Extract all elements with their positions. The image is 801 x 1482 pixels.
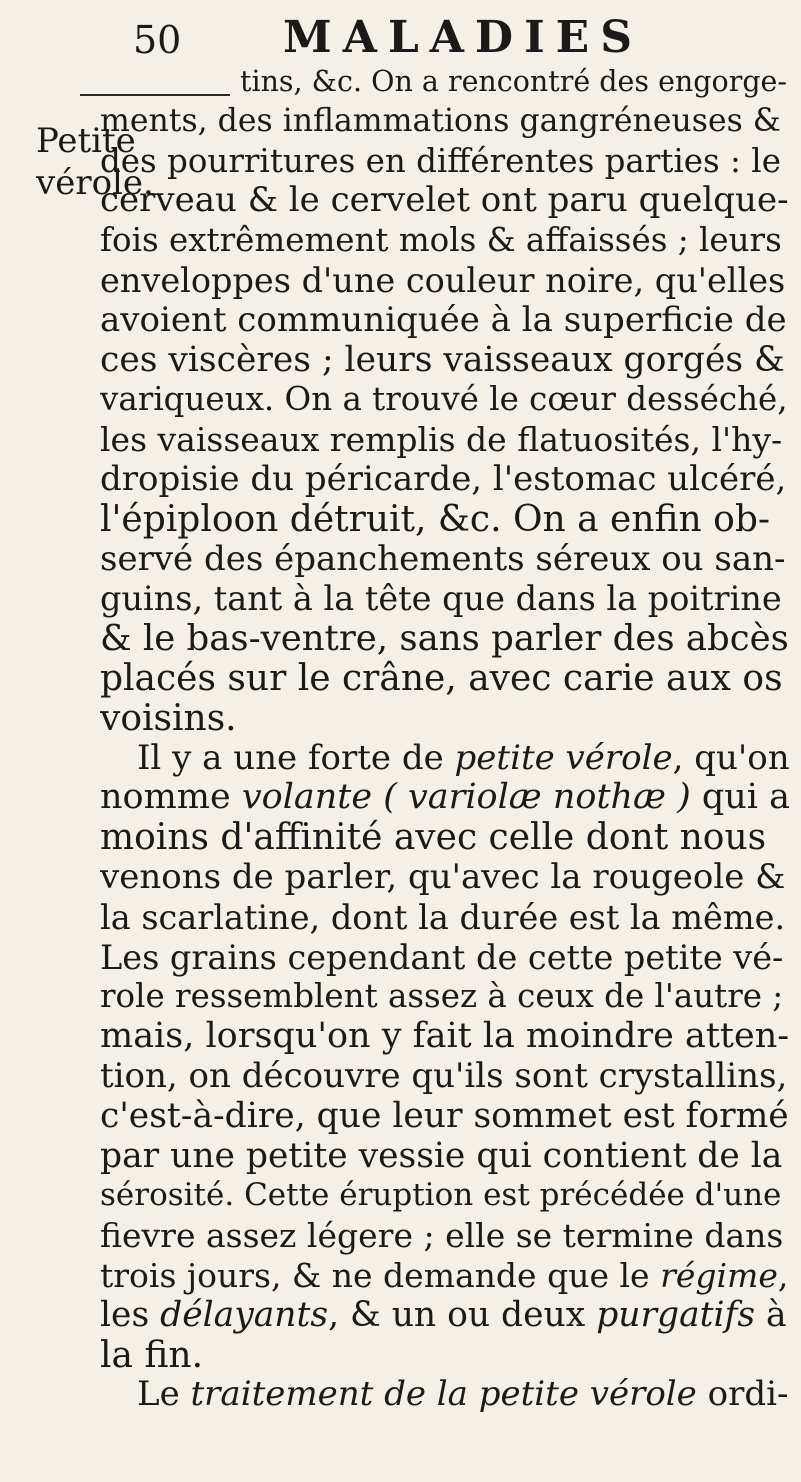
page-number: 50 <box>133 18 182 62</box>
text-line: avoient communiquée à la superficie de <box>100 300 787 340</box>
text-line <box>100 1296 790 1336</box>
text-run: ordi- <box>696 1375 789 1415</box>
text-run: trois jours, & ne demande que le <box>100 1255 661 1295</box>
text-run: à <box>755 1295 787 1335</box>
text-run: , <box>777 1255 789 1295</box>
margin-note-line: vérole. <box>36 163 154 203</box>
text-line: placés sur le crâne, avec carie aux os <box>100 658 783 699</box>
text-line <box>100 778 790 818</box>
text-line: ces viscères ; leurs vaisseaux gorgés & <box>100 340 785 380</box>
text-line: moins d'affinité avec celle dont nous <box>100 818 767 858</box>
text-line: venons de parler, qu'avec la rougeole & <box>100 857 786 897</box>
text-run: nomme <box>100 778 242 818</box>
body-text <box>100 62 790 1415</box>
text-line <box>100 1256 790 1296</box>
text-line <box>100 739 790 779</box>
text-line: cerveau & le cervelet ont paru quelque- <box>100 181 789 221</box>
text-run: les <box>100 1295 161 1335</box>
text-line: la scarlatine, dont la durée est la même. <box>100 897 786 937</box>
text-line: servé des épanchements séreux ou san- <box>100 539 786 579</box>
italic-term: volante ( variolæ nothæ ) <box>241 778 691 818</box>
text-line: guins, tant à la tête que dans la poitrine <box>100 579 782 619</box>
text-line: fois extrêmement mols & affaissés ; leurs <box>100 221 782 260</box>
text-line: l'épiploon détruit, &c. On a enfin ob- <box>100 499 771 540</box>
page-header <box>0 8 801 68</box>
italic-term: régime <box>660 1255 778 1295</box>
text-line: mais, lorsqu'on y fait la moindre atten- <box>100 1017 790 1057</box>
margin-note-line: Petite <box>36 121 136 161</box>
text-line: variqueux. On a trouvé le cœur desséché, <box>100 380 788 419</box>
text-line: les vaisseaux remplis de flatuosités, l'hy- <box>100 420 783 460</box>
text-line: voisins. <box>100 698 237 739</box>
text-run: , & un ou deux <box>328 1295 597 1335</box>
text-run: qui a <box>690 778 790 818</box>
text-line: dropisie du péricarde, l'estomac ulcéré, <box>100 459 787 499</box>
text-line: fievre assez légere ; elle se termine dans <box>100 1216 784 1256</box>
text-line: tion, on découvre qu'ils sont crystallins, <box>100 1056 788 1096</box>
italic-term: délayants <box>160 1295 329 1335</box>
text-line <box>100 1375 790 1415</box>
italic-term: traitement de la petite vérole <box>190 1375 697 1415</box>
italic-term: purgatifs <box>596 1295 756 1335</box>
text-line: ments, des inflammations gangréneuses & <box>100 102 781 139</box>
text-line: sérosité. Cette éruption est précédée d'une <box>100 1177 782 1214</box>
text-line: des pourritures en différentes parties : le <box>100 141 781 180</box>
running-title: MALADIES <box>283 12 643 63</box>
text-line: la fin. <box>100 1335 204 1376</box>
text-line: c'est-à-dire, que leur sommet est formé <box>100 1096 789 1136</box>
text-line: Les grains cependant de cette petite vé- <box>100 937 784 977</box>
text-line: par une petite vessie qui contient de la <box>100 1136 783 1176</box>
text-run: Il y a une forte de <box>137 738 455 778</box>
italic-term: petite vérole <box>454 738 673 778</box>
text-line: tins, &c. On a rencontré des engorge- <box>240 65 788 98</box>
text-line: & le bas-ventre, sans parler des abcès <box>100 619 789 659</box>
text-run: Le <box>137 1375 191 1415</box>
text-line: role ressemblent assez à ceux de l'autre ; <box>100 977 784 1016</box>
text-run: , qu'on <box>672 738 790 778</box>
text-line: enveloppes d'une couleur noire, qu'elles <box>100 260 786 300</box>
